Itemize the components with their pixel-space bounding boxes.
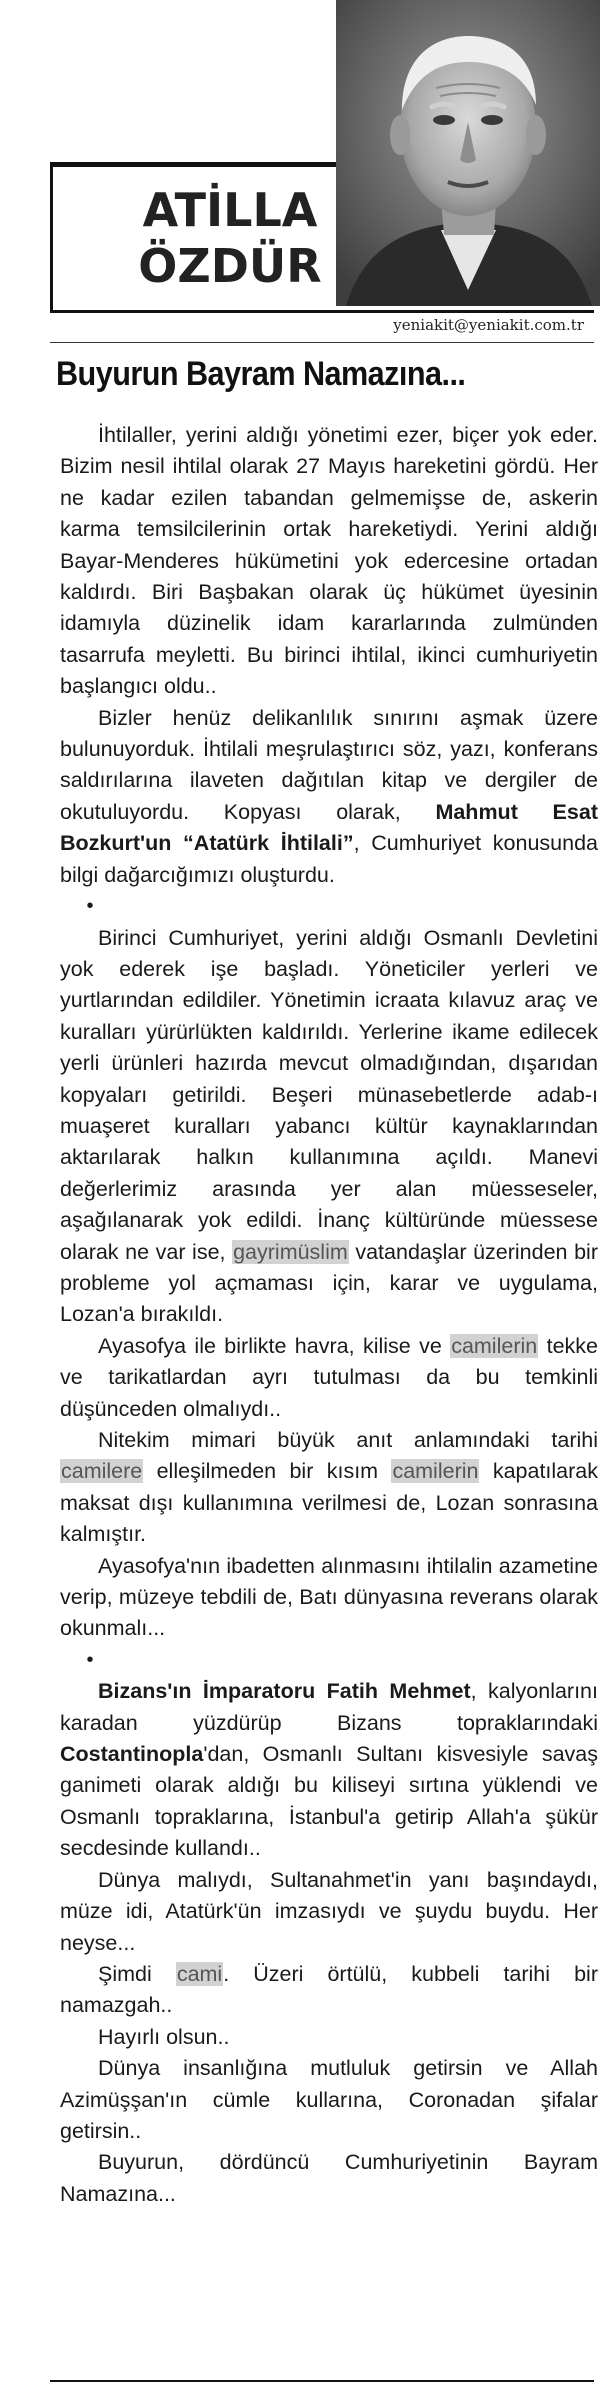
text-run: Ayasofya ile birlikte havra, kilise ve [98,1333,451,1358]
section-separator-bullet: • [86,895,94,918]
highlighted-word: gayrimüslim [233,1239,348,1264]
text-run: Dünya insanlığına mutluluk getirsin ve Allah Azimüşşan'ın cümle kullarına, Coronadan şifalar getirsin.. [60,2056,598,2143]
section-separator-bullet: • [86,1648,94,1671]
text-run: İhtilaller, yerini aldığı yönetimi ezer, biçer yok eder. Bizim nesil ihtilal olarak 27 Mayıs hareketini gördü. Her ne kadar ezilen tabandan gelmemişse de, askerin karma temsilcilerinin ortak hareketiydi. Yerini aldığı Bayar-Menderes hükümetini yok edercesine ortadan kaldırdı. Biri Başbakan olarak üç hükümet üyesinin idamıyla düzinelik idam kararlarında zulmünden tasarrufa meyletti. Bu birinci ihtilal, ikinci cumhuriyetin başlangıcı oldu.. [60,423,598,699]
bold-phrase: Bizans'ın İmparatoru Fatih Mehmet [98,1679,471,1704]
text-run: , kalyonlarını karadan yüzdürüp Bizans topraklarındaki [60,1679,598,1735]
article-body [60,420,598,2210]
text-run: . Üzeri örtülü, kubbeli tarihi bir namazgah.. [60,1961,598,2018]
text-run: kapatılarak maksat dışı kullanımına verilmesi de, Lozan sonrasına kalmıştır. [60,1459,598,1547]
header-left-divider [50,167,53,312]
text-run: Şimdi [98,1961,176,1986]
text-run: elleşilmeden bir kısım [143,1459,392,1484]
text-run: Ayasofya'nın ibadetten alınmasını ihtilalin azametine verip, müzeye tebdili de, Batı dünyasına reverans olarak okunmalı... [60,1553,598,1641]
text-run: Dünya malıydı, Sultanahmet'in yanı başındaydı, müze idi, Atatürk'ün imzasıydı ve şuydu buydu. Her neyse... [60,1867,598,1955]
highlighted-word: camilere [61,1459,143,1484]
article-paragraph [60,923,598,1331]
article-paragraph [60,703,598,891]
author-portrait-image [336,0,600,306]
text-run: Bizler henüz delikanlılık sınırını aşmak üzere bulunuyorduk. İhtilali meşrulaştırıcı söz, yazı, konferans saldırılarına ilaveten dağıtılan kitap ve dergiler de okutuluyordu. Kopyası olarak, [60,705,598,824]
article-paragraph [60,2022,598,2053]
article-paragraph [60,1865,598,1959]
article-paragraph [60,1959,598,2022]
header-bottom-rule [50,310,594,313]
article-paragraph [60,1425,598,1551]
text-run: Nitekim mimari büyük anıt anlamındaki tarihi [98,1428,598,1452]
text-run: Birinci Cumhuriyet, yerini aldığı Osmanlı Devletini yok ederek işe başladı. Yöneticiler yerleri ve yurtlarından edildiler. Yönetimin icraata kılavuz araç ve kuralları yürürlükten kaldırıldı. Yerlerine ikame edilecek yerli ürünleri hazırda mevcut olmadığından, dışarıdan kopyaları getirildi. Beşeri münasebetlerde adab-ı muaşeret kuralları yabancı kültür kaynaklarından aktarılarak halkın kullanımına açıldı. Manevi değerlerimiz arasında yer alan müesseseler, aşağılanarak yok edildi. İnanç kültüründe müessese olarak ne var ise, [60,925,598,1264]
author-photo [336,0,600,306]
article-paragraph [60,420,598,703]
text-run: , Cumhuriyet konusunda bilgi dağarcığımızı oluşturdu. [60,831,598,887]
author-first-name: ATİLLA [142,183,318,237]
highlighted-word: camilerin [392,1459,479,1484]
text-run: 'dan, Osmanlı Sultanı kisvesiyle savaş ganimeti olarak aldığı bu kiliseyi sırtına yüklendi ve Osmanlı topraklarına, İstanbul'a getirip Allah'a şükür secdesinde kullandı.. [60,1742,598,1861]
highlighted-word: cami [176,1961,223,1986]
text-run: Buyurun, dördüncü Cumhuriyetinin Bayram Namazına... [60,2150,598,2206]
article-paragraph [60,1551,598,1645]
bold-phrase: Costantinopla [60,1742,204,1767]
article-title: Buyurun Bayram Namazına... [56,355,466,393]
text-run: vatandaşlar üzerinden bir probleme yol açmaması için, karar ve uygulama, Lozan'a bırakıldı. [60,1239,598,1327]
article-paragraph [60,2053,598,2147]
highlighted-word: camilerin [451,1333,538,1358]
text-run: tekke ve tarikatlardan ayrı tutulması da bu temkinli düşünceden olmalıydı.. [60,1333,598,1421]
bold-phrase: Mahmut Esat Bozkurt'un “Atatürk İhtilali” [60,799,598,856]
title-top-rule [50,342,594,343]
author-last-name: ÖZDÜR [138,239,322,293]
text-run: Hayırlı olsun.. [98,2024,230,2049]
article-paragraph [60,1676,598,1864]
author-email: yeniakit@yeniakit.com.tr [393,316,584,334]
article-paragraph [60,2147,598,2210]
article-paragraph [60,1331,598,1425]
column-bottom-rule [50,2380,594,2382]
author-name [110,182,350,294]
